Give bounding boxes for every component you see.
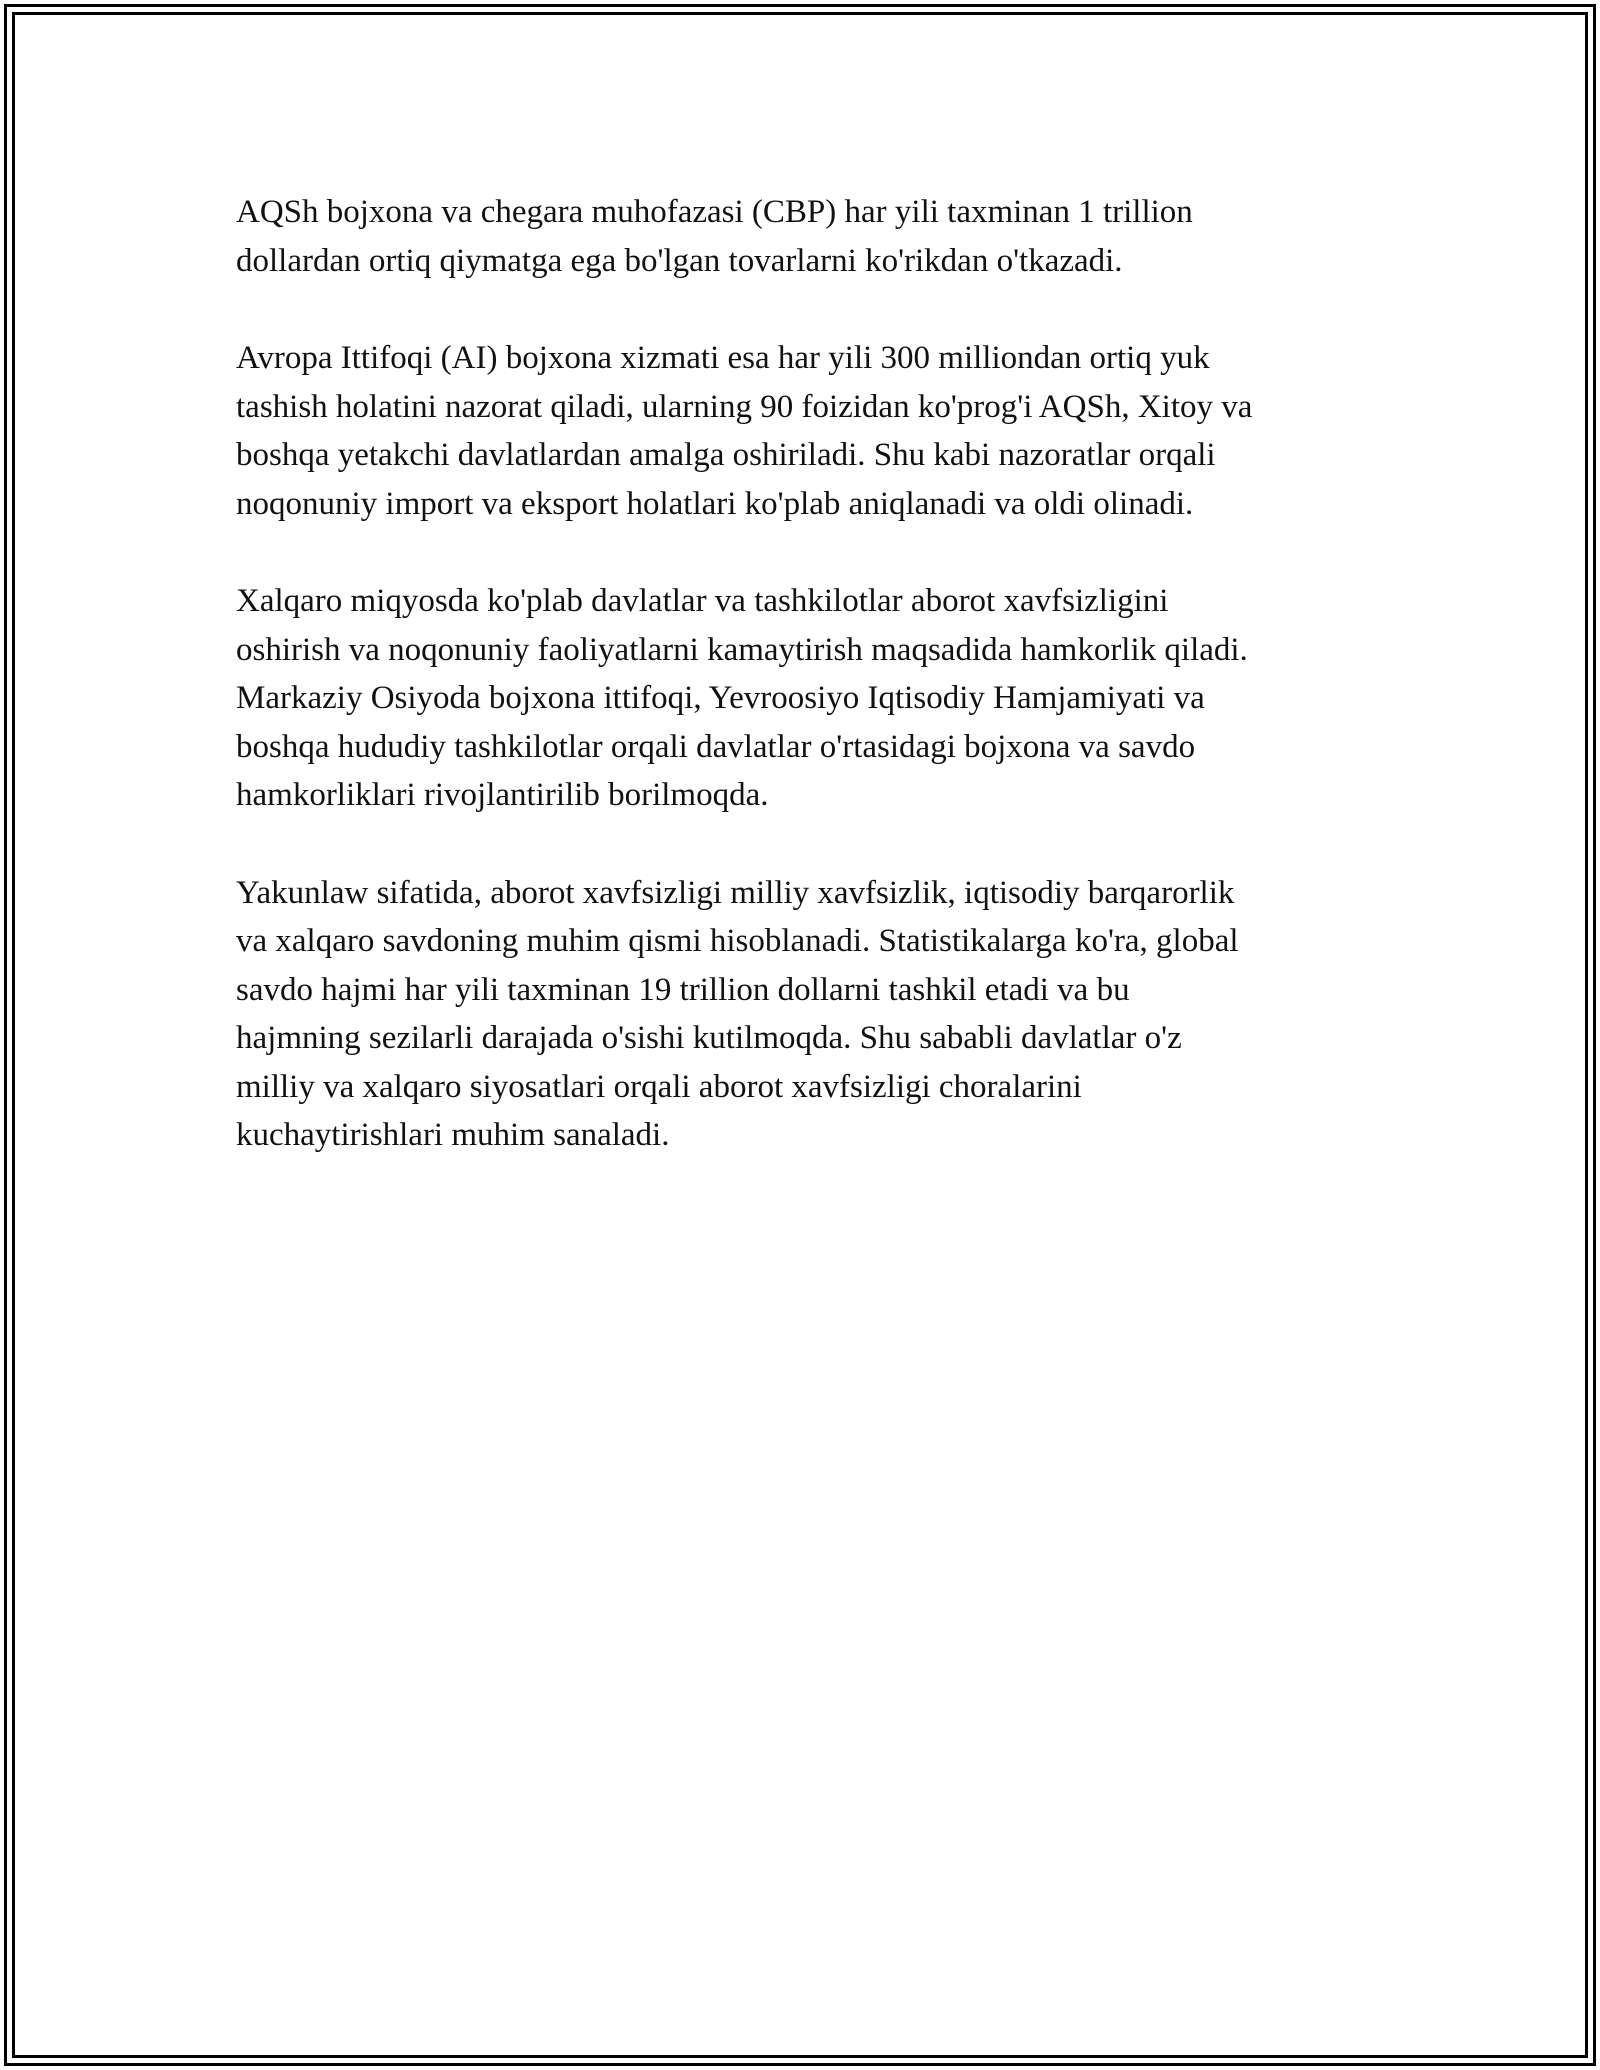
paragraph-4: Yakunlaw sifatida, aborot xavfsizligi milliy xavfsizlik, iqtisodiy barqarorlik va xalqaro savdoning muhim qismi hisoblanadi. Statistikalarga ko'ra, global savdo hajmi har yili taxminan 19 trillion dollarni tashkil etadi va bu hajmning sezilarli darajada o'sishi kutilmoqda. Shu sababli davlatlar o'z milliy va xalqaro siyosatlari orqali aborot xavfsizligi choralarini kuchaytirishlari muhim sanaladi. [236,874,1239,1153]
paragraph-1: AQSh bojxona va chegara muhofazasi (CBP) har yili taxminan 1 trillion dollardan ortiq qiymatga ega bo'lgan tovarlarni ko'rikdan o'tkazadi. [236,194,1193,279]
paragraph-2: Avropa Ittifoqi (AI) bojxona xizmati esa har yili 300 milliondan ortiq yuk tashish holatini nazorat qiladi, ularning 90 foizidan ko'prog'i AQSh, Xitoy va boshqa yetakchi davlatlardan amalga oshiriladi. Shu kabi nazoratlar orqali noqonuniy import va eksport holatlari ko'plab aniqlanadi va oldi olinadi. [236,340,1253,522]
paragraph-3: Xalqaro miqyosda ko'plab davlatlar va tashkilotlar aborot xavfsizligini oshirish va noqonuniy faoliyatlarni kamaytirish maqsadida hamkorlik qiladi. Markaziy Osiyoda bojxona ittifoqi, Yevroosiyo Iqtisodiy Hamjamiyati va boshqa hududiy tashkilotlar orqali davlatlar o'rtasidagi bojxona va savdo hamkorliklari rivojlantirilib borilmoqda. [236,583,1248,813]
document-body [236,188,1386,1209]
